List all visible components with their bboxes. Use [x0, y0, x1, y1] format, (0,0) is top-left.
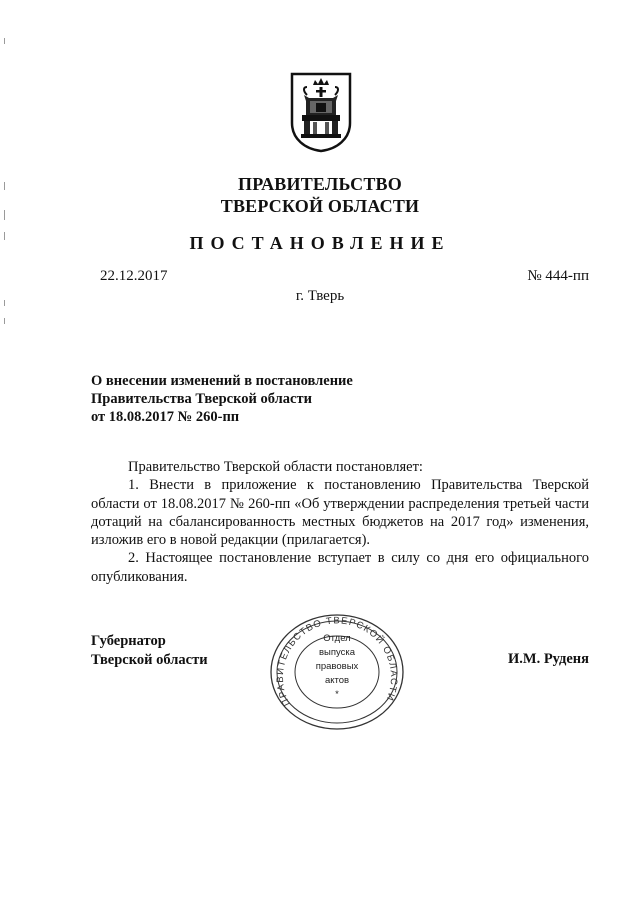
- document-subject: [91, 372, 353, 426]
- subject-line: О внесении изменений в постановление: [91, 373, 353, 389]
- stamp-inner-line: Отдел: [323, 633, 351, 644]
- document-date: 22.12.2017: [100, 268, 168, 284]
- stamp-inner-line: актов: [324, 675, 350, 686]
- org-title-line1: ПРАВИТЕЛЬСТВО: [238, 174, 402, 194]
- org-title-line2: ТВЕРСКОЙ ОБЛАСТИ: [220, 196, 420, 216]
- body-item-1: 1. Внести в приложение к постановлению Правительства Тверской области от 18.08.2017 № 260-пп «Об утверждении распределения третьей части дотаций на сбалансированность местных бюджетов на 2017 год» изменения, изложив его в новой редакции (прилагается).: [91, 477, 589, 549]
- scan-speck: [4, 318, 5, 324]
- subject-line: Правительства Тверской области: [91, 391, 312, 407]
- scan-speck: [4, 38, 5, 44]
- body-intro: Правительство Тверской области постановляет:: [128, 459, 423, 475]
- coat-of-arms-icon: [289, 71, 353, 153]
- stamp-inner-line: правовых: [315, 661, 359, 672]
- document-number: № 444-пп: [527, 268, 589, 284]
- stamp-inner-text: [268, 632, 406, 702]
- document-type: ПОСТАНОВЛЕНИЕ: [189, 233, 451, 253]
- subject-line: от 18.08.2017 № 260-пп: [91, 409, 240, 425]
- signatory-position: [91, 632, 208, 670]
- stamp-star: *: [335, 689, 339, 700]
- stamp-ring-text: ПРАВИТЕЛЬСТВО ТВЕРСКОЙ ОБЛАСТИ: [274, 615, 400, 708]
- document-body: [91, 458, 589, 586]
- signatory-position-line: Тверской области: [91, 652, 208, 668]
- body-item-2: 2. Настоящее постановление вступает в силу со дня его официального опубликования.: [91, 550, 589, 585]
- document-city: г. Тверь: [295, 288, 345, 304]
- signatory-position-line: Губернатор: [91, 633, 166, 649]
- stamp-inner-line: выпуска: [318, 647, 356, 658]
- signatory-name: И.М. Руденя: [507, 651, 589, 667]
